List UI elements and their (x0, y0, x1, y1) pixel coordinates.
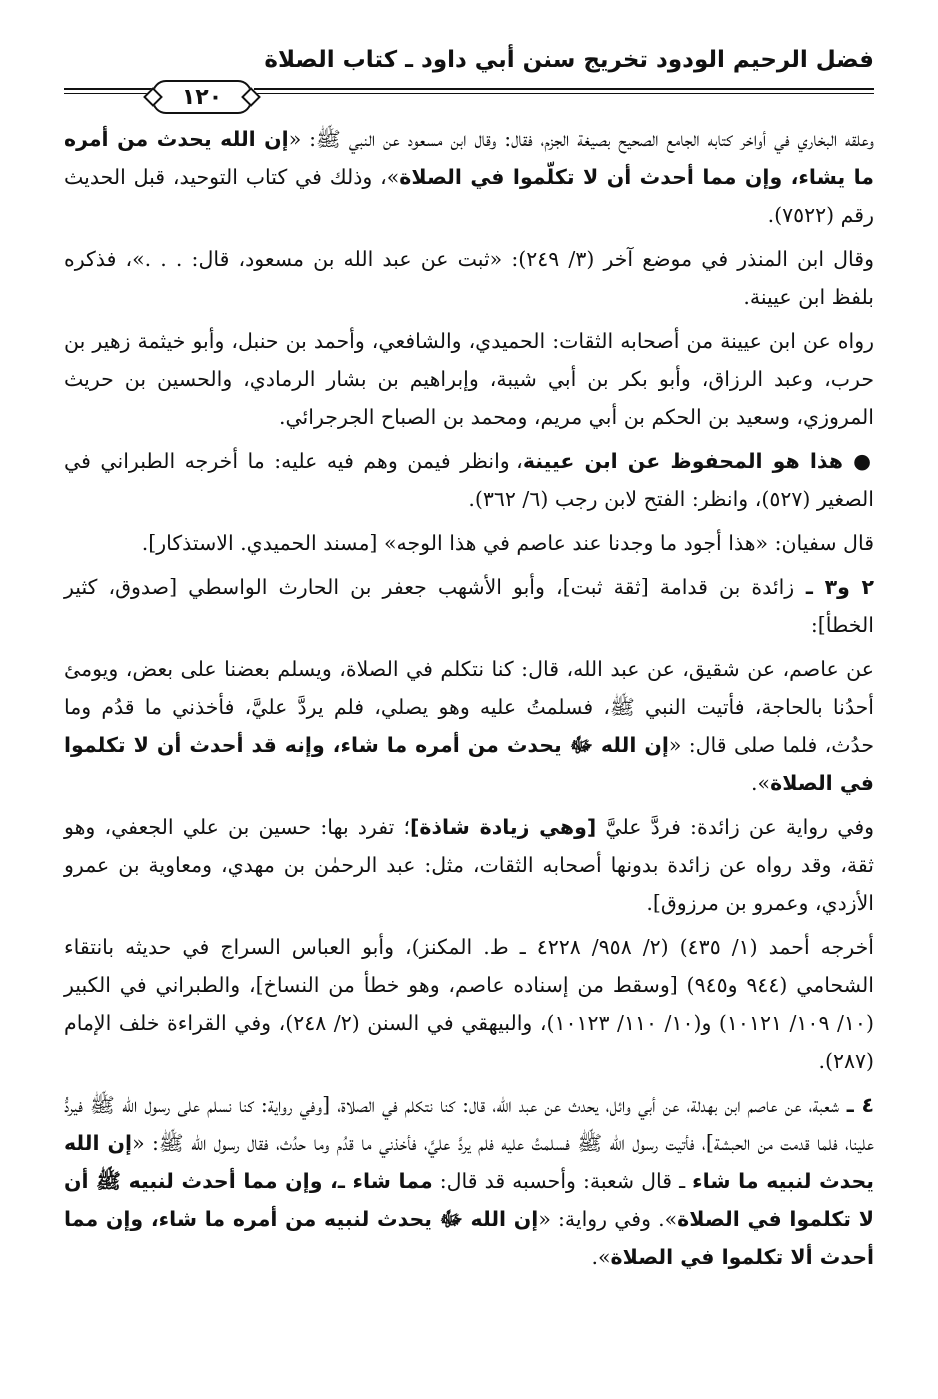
bold-text: إن الله يحدث لنبيه ما شاء (64, 1131, 874, 1193)
text-run: ؛ تفرد بها: حسين بن علي الجعفي، وهو ثقة، وقد رواه عن زائدة بدونها أصحابه الثقات، مثل: عبد الرحمٰن بن مهدي، ومعاوية بن عمرو الأزدي، وعمرو بن مرزوق]. (64, 815, 874, 915)
paragraph (64, 524, 874, 562)
text-run: زائدة بن قدامة [ثقة ثبت]، وأبو الأشهب جعفر بن الحارث الواسطي [صدوق، كثير الخطأ]: (64, 575, 874, 637)
text-run: وفي رواية عن زائدة: فردَّ عليَّ (596, 815, 875, 839)
text-run: شعبة، عن عاصم ابن بهدلة، عن أبي وائل، يحدث عن عبد الله، قال: كنا نتكلم في الصلاة، [وفي رواية: كنا نسلم على رسول الله ﷺ فيردُّ علينا، فلما قدمت من الحبشة]، فأتيت رسول الله ﷺ فسلمتُ عليه فلم يردَّ عليَّ، فأخذني ما قدُم وما حدُث، فقال رسول الله ﷺ: « (64, 1093, 875, 1155)
running-header (64, 44, 874, 76)
text-run: وعلقه البخاري في أواخر كتابه الجامع الصحيح بصيغة الجزم، فقال: وقال ابن مسعود عن النبي ﷺ: « (288, 127, 874, 151)
header-rule (64, 88, 154, 90)
text-run: عن عاصم، عن شقيق، عن عبد الله، قال: كنا نتكلم في الصلاة، ويسلم بعضنا على بعض، ويومئ أحدُنا بالحاجة، فأتيت النبي ﷺ، فسلمتُ عليه وهو يصلي، فلم يردَّ عليَّ، فأخذني ما قدُم وما حدُث، فلما صلى قال: « (64, 657, 874, 757)
bold-text: إن الله ﷻ يحدث من أمره ما شاء، وإنه قد أحدث أن لا تكلموا في الصلاة (64, 733, 874, 795)
text-run: »، وذلك في كتاب التوحيد، قبل الحديث رقم (٧٥٢٢). (64, 165, 874, 227)
paragraph (64, 928, 874, 1080)
page-body (64, 120, 874, 1282)
page-number: ١٢٠ (152, 80, 252, 114)
header-rule (254, 93, 874, 94)
text-run: قال سفيان: «هذا أجود ما وجدنا عند عاصم في هذا الوجه» [مسند الحميدي. الاستذكار]. (141, 531, 874, 555)
bold-text: إن الله يحدث من أمره ما يشاء، وإن مما أحدث أن لا تكلّموا في الصلاة (64, 127, 874, 189)
text-run: ». (751, 771, 771, 795)
paragraph (64, 650, 874, 802)
header-ornament (64, 80, 874, 114)
bold-text: هذا هو المحفوظ عن ابن عيينة (522, 449, 843, 473)
text-run: ـ قال شعبة: وأحسبه قد قال: (432, 1169, 693, 1193)
paragraph (64, 442, 874, 518)
text-run: رواه عن ابن عيينة من أصحابه الثقات: الحميدي، والشافعي، وأحمد بن حنبل، وأبو خيثمة زهير بن حرب، وعبد الرزاق، وأبو بكر بن أبي شيبة، وإبراهيم بن بشار الرمادي، والحسين بن حريث المروزي، وسعيد بن الحكم بن أبي مريم، ومحمد بن الصباح الجرجرائي. (64, 329, 874, 429)
text-run: ». (591, 1245, 611, 1269)
paragraph (64, 120, 874, 234)
paragraph (64, 240, 874, 316)
bold-text: ● (842, 449, 875, 473)
bold-text: مما شاء ـ، وإن مما أحدث لنبيه ﷺ أن لا تكلموا في الصلاة (64, 1169, 874, 1231)
bold-text: ٤ ـ (838, 1093, 874, 1117)
text-run: أخرجه أحمد (١/ ٤٣٥) (٢/ ٩٥٨/ ٤٢٢٨ ـ ط. المكنز)، وأبو العباس السراج في حديثه بانتقاء الشحامي (٩٤٤ و٩٤٥) [وسقط من إسناده عاصم، وهو خطأ من النساخ]، والطبراني في الكبير (١٠/ ١٠٩/ ١٠١٢١) و(١٠/ ١١٠/ ١٠١٢٣)، والبيهقي في السنن (٢/ ٢٤٨)، وفي القراءة خلف الإمام (٢٨٧). (64, 935, 874, 1073)
header-rule (64, 93, 154, 94)
paragraph (64, 1086, 874, 1276)
text-run: ». وفي رواية: « (538, 1207, 678, 1231)
text-run: ، وانظر فيمن وهم فيه عليه: ما أخرجه الطبراني في الصغير (٥٢٧)، وانظر: الفتح لابن رجب (٦/ ٣٦٢). (64, 449, 874, 511)
bold-text: ٢ و٣ ـ (794, 575, 875, 599)
text-run: وقال ابن المنذر في موضع آخر (٣/ ٢٤٩): «ثبت عن عبد الله بن مسعود، قال: . . .»، فذكره بلفظ ابن عيينة. (64, 247, 874, 309)
paragraph (64, 568, 874, 644)
bold-text: [وهي زيادة شاذة] (409, 815, 597, 839)
header-rule (254, 88, 874, 90)
paragraph (64, 808, 874, 922)
paragraph (64, 322, 874, 436)
bold-text: إن الله ﷻ يحدث لنبيه من أمره ما شاء، وإن مما أحدث ألا تكلموا في الصلاة (64, 1207, 874, 1269)
running-title: فضل الرحيم الودود تخريج سنن أبي داود ـ كتاب الصلاة (264, 47, 874, 73)
